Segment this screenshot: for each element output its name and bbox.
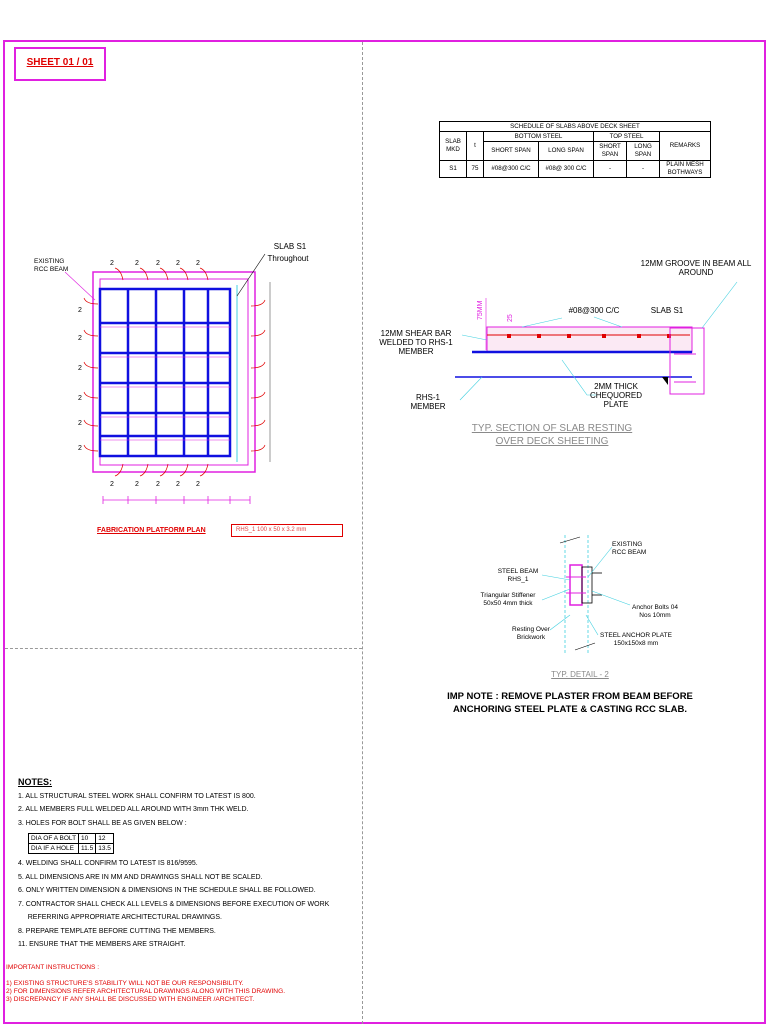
header-t: t bbox=[467, 132, 484, 161]
note-item: 11. ENSURE THAT THE MEMBERS ARE STRAIGHT. bbox=[18, 941, 186, 948]
note-item: 7. CONTRACTOR SHALL CHECK ALL LEVELS & DIMENSIONS BEFORE EXECUTION OF WORK bbox=[18, 900, 330, 908]
hole-cell: 13.5 bbox=[96, 844, 114, 854]
section-title-1: TYP. SECTION OF SLAB RESTING bbox=[471, 423, 633, 434]
existing-beam-label: EXISTING RCC BEAM bbox=[34, 258, 69, 273]
imp-note: IMP NOTE : REMOVE PLASTER FROM BEAM BEFORE ANCHORING STEEL PLATE & CASTING RCC SLAB. bbox=[447, 691, 693, 715]
detail-stiffener-label: Triangular Stiffener 50x50 4mm thick bbox=[480, 592, 536, 607]
note-item: 3. HOLES FOR BOLT SHALL BE AS GIVEN BELOW : bbox=[18, 819, 187, 827]
notes-section bbox=[18, 776, 363, 952]
svg-text:2: 2 bbox=[78, 445, 82, 452]
cell-t: 75 bbox=[467, 161, 484, 178]
svg-text:2: 2 bbox=[78, 335, 82, 342]
note-item: 5. ALL DIMENSIONS ARE IN MM AND DRAWINGS SHALL NOT BE SCALED. bbox=[18, 873, 263, 881]
cell-top-long: - bbox=[627, 161, 660, 178]
svg-text:2: 2 bbox=[110, 481, 114, 488]
detail-plate-label: STEEL ANCHOR PLATE 150x150x8 mm bbox=[600, 632, 672, 647]
hole-cell: 11.5 bbox=[79, 844, 96, 854]
note-item: 4. WELDING SHALL CONFIRM TO LATEST IS 816/9595. bbox=[18, 860, 198, 867]
header-top-long: LONG SPAN bbox=[627, 142, 660, 161]
detail-existing-label: EXISTING RCC BEAM bbox=[612, 541, 647, 556]
svg-text:2: 2 bbox=[196, 260, 200, 267]
header-short-span: SHORT SPAN bbox=[484, 142, 539, 161]
notes-title: NOTES: bbox=[18, 777, 53, 787]
slab-s1-label: SLAB S1 bbox=[273, 242, 307, 251]
hole-cell: 10 bbox=[79, 834, 96, 844]
svg-text:2: 2 bbox=[156, 260, 160, 267]
chequered-plate-label: 2MM THICK CHEQUORED PLATE bbox=[589, 382, 642, 409]
important-item: 1) EXISTING STRUCTURE'S STABILITY WILL NOT BE OUR RESPONSIBILITY. bbox=[6, 980, 244, 987]
note-item: 2. ALL MEMBERS FULL WELDED ALL AROUND WITH 3mm THK WELD. bbox=[18, 806, 249, 813]
shear-bar-label: 12MM SHEAR BAR WELDED TO RHS-1 MEMBER bbox=[379, 329, 453, 356]
detail-steel-beam-label: STEEL BEAM RHS_1 bbox=[497, 568, 539, 583]
member-legend: RHS_1 100 x 50 x 3.2 mm bbox=[231, 524, 343, 537]
rebar-label: #08@300 C/C bbox=[568, 306, 620, 315]
section-slab-label: SLAB S1 bbox=[650, 306, 684, 315]
hole-cell: 12 bbox=[96, 834, 114, 844]
header-top-steel: TOP STEEL bbox=[594, 132, 660, 142]
svg-text:2: 2 bbox=[135, 481, 139, 488]
header-long-span: LONG SPAN bbox=[539, 142, 594, 161]
bolt-hole-table bbox=[28, 833, 114, 854]
svg-text:2: 2 bbox=[110, 260, 114, 267]
header-slab-mkd: SLAB MKD bbox=[440, 132, 467, 161]
horizontal-divider bbox=[5, 648, 362, 649]
slab-throughout-label: Throughout bbox=[267, 254, 309, 263]
header-bottom-steel: BOTTOM STEEL bbox=[484, 132, 594, 142]
hole-cell: DIA IF A HOLE bbox=[29, 844, 79, 854]
cell-bottom-long: #08@ 300 C/C bbox=[539, 161, 594, 178]
svg-text:2: 2 bbox=[78, 395, 82, 402]
depth-25-label: 25 bbox=[507, 314, 514, 322]
detail-title: TYP. DETAIL - 2 bbox=[551, 670, 609, 679]
svg-text:2: 2 bbox=[176, 481, 180, 488]
rhs-member-label: RHS-1 MEMBER bbox=[410, 393, 446, 411]
svg-text:2: 2 bbox=[196, 481, 200, 488]
depth-75-label: 75MM bbox=[477, 300, 484, 320]
svg-text:2: 2 bbox=[156, 481, 160, 488]
note-item: REFERRING APPROPRIATE ARCHITECTURAL DRAWINGS. bbox=[18, 914, 222, 921]
cell-remarks: PLAIN MESH BOTHWAYS bbox=[660, 161, 711, 178]
svg-text:2: 2 bbox=[78, 420, 82, 427]
svg-text:2: 2 bbox=[78, 307, 82, 314]
note-item: 8. PREPARE TEMPLATE BEFORE CUTTING THE MEMBERS. bbox=[18, 927, 216, 935]
svg-text:2: 2 bbox=[176, 260, 180, 267]
cell-bottom-short: #08@300 C/C bbox=[484, 161, 539, 178]
svg-text:2: 2 bbox=[78, 365, 82, 372]
groove-label: 12MM GROOVE IN BEAM ALL AROUND bbox=[640, 259, 752, 277]
detail-resting-label: Resting Over Brickwork bbox=[512, 626, 550, 641]
slab-schedule-table bbox=[439, 121, 711, 178]
header-remarks: REMARKS bbox=[660, 132, 711, 161]
cell-slab: S1 bbox=[440, 161, 467, 178]
note-item: 6. ONLY WRITTEN DIMENSION & DIMENSIONS IN THE SCHEDULE SHALL BE FOLLOWED. bbox=[18, 887, 316, 894]
hole-cell: DIA OF A BOLT bbox=[29, 834, 79, 844]
header-top-short: SHORT SPAN bbox=[594, 142, 627, 161]
section-title-2: OVER DECK SHEETING bbox=[495, 436, 609, 447]
important-instructions bbox=[6, 964, 361, 1004]
important-title: IMPORTANT INSTRUCTIONS : bbox=[6, 964, 100, 971]
fabrication-plan-title: FABRICATION PLATFORM PLAN bbox=[97, 527, 206, 534]
important-item: 2) FOR DIMENSIONS REFER ARCHITECTURAL DRAWINGS ALONG WITH THIS DRAWING. bbox=[6, 988, 286, 995]
schedule-title: SCHEDULE OF SLABS ABOVE DECK SHEET bbox=[440, 122, 711, 132]
sheet-number: SHEET 01 / 01 bbox=[14, 47, 106, 81]
note-item: 1. ALL STRUCTURAL STEEL WORK SHALL CONFIRM TO LATEST IS 800. bbox=[18, 792, 256, 800]
important-item: 3) DISCREPANCY IF ANY SHALL BE DISCUSSED WITH ENGINEER /ARCHITECT. bbox=[6, 996, 255, 1003]
cell-top-short: - bbox=[594, 161, 627, 178]
detail-anchor-label: Anchor Bolts 04 Nos 10mm bbox=[632, 604, 678, 619]
svg-text:2: 2 bbox=[135, 260, 139, 267]
